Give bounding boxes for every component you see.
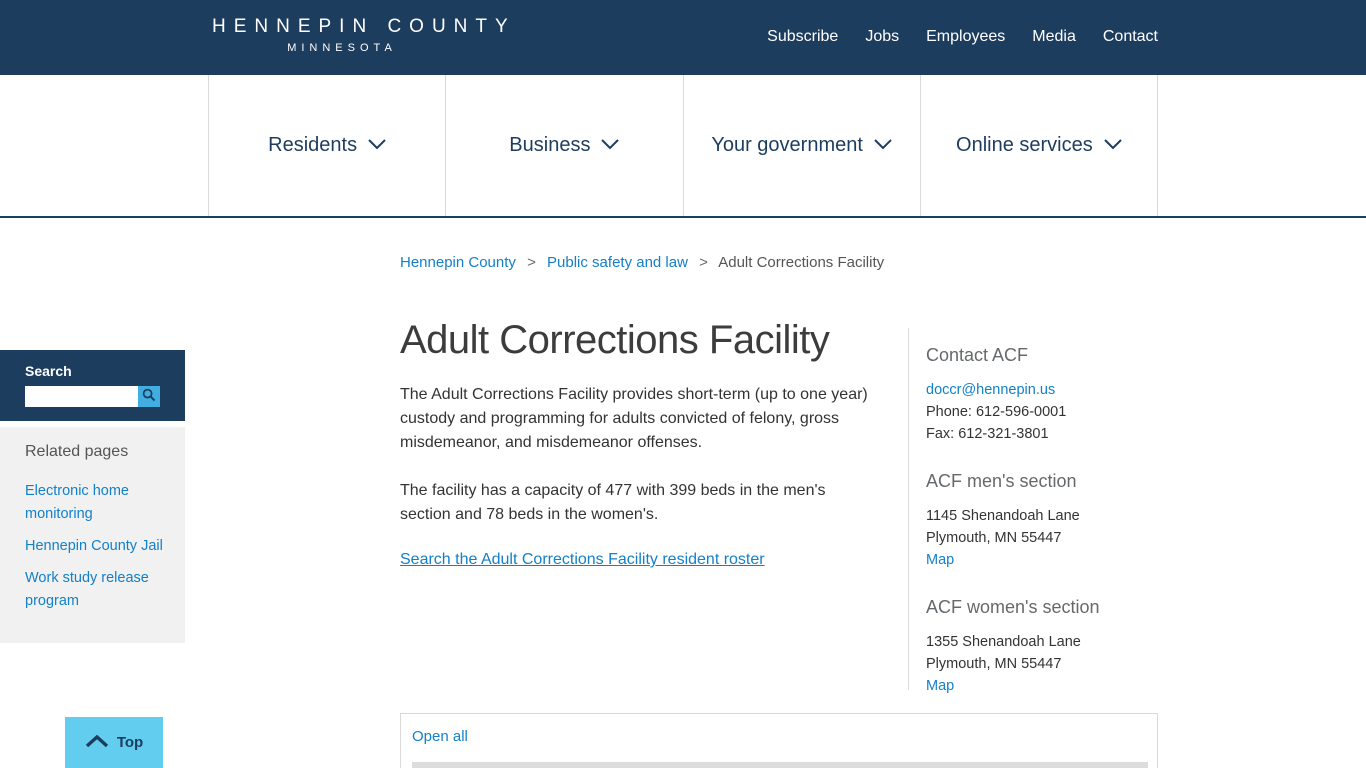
list-item — [25, 480, 163, 526]
resident-roster-link[interactable]: Search the Adult Corrections Facility resident roster — [400, 551, 765, 568]
related-pages-block — [0, 427, 185, 643]
back-to-top-button[interactable] — [65, 717, 163, 768]
accordion-box — [400, 713, 1158, 768]
chevron-down-icon — [601, 136, 619, 155]
search-icon — [142, 388, 156, 405]
contact-fax: Fax: 612-321-3801 — [926, 426, 1049, 442]
chevron-up-icon — [85, 735, 109, 751]
nav-item-label: Business — [509, 134, 591, 156]
related-link-electronic-home-monitoring[interactable]: Electronic home monitoring — [25, 483, 129, 522]
contact-phone: Phone: 612-596-0001 — [926, 404, 1067, 420]
acf-mens-section — [926, 471, 1166, 571]
chevron-down-icon — [874, 136, 892, 155]
page-title: Adult Corrections Facility — [400, 318, 830, 362]
site-logo[interactable] — [212, 16, 516, 54]
related-pages-title: Related pages — [25, 443, 129, 460]
accordion-header-bar[interactable] — [412, 762, 1148, 768]
related-pages-list — [25, 480, 163, 622]
main-nav — [0, 75, 1366, 218]
acf-mens-heading: ACF men's section — [926, 471, 1077, 491]
utility-link-jobs[interactable]: Jobs — [865, 28, 900, 45]
breadcrumb-current-page: Adult Corrections Facility — [718, 254, 885, 271]
acf-womens-address1: 1355 Shenandoah Lane — [926, 634, 1081, 650]
nav-item-business[interactable] — [445, 75, 682, 216]
contact-email-link[interactable]: doccr@hennepin.us — [926, 382, 1056, 398]
breadcrumb-separator: > — [527, 254, 536, 271]
search-input[interactable] — [25, 386, 138, 407]
acf-womens-map-link[interactable]: Map — [926, 678, 955, 694]
acf-mens-map-link[interactable]: Map — [926, 552, 955, 568]
nav-item-label: Online services — [956, 134, 1093, 156]
sidebar-search-block — [0, 350, 185, 421]
search-label: Search — [25, 363, 72, 379]
acf-mens-address1: 1145 Shenandoah Lane — [926, 508, 1080, 524]
site-header — [0, 0, 1366, 75]
related-link-work-study-release[interactable]: Work study release program — [25, 570, 149, 609]
nav-item-residents[interactable] — [208, 75, 445, 216]
utility-link-employees[interactable]: Employees — [926, 28, 1006, 45]
nav-item-your-government[interactable] — [683, 75, 920, 216]
nav-item-online-services[interactable] — [920, 75, 1158, 216]
acf-womens-address2: Plymouth, MN 55447 — [926, 656, 1062, 672]
utility-link-media[interactable]: Media — [1032, 28, 1076, 45]
list-item — [25, 567, 163, 613]
breadcrumb-separator: > — [699, 254, 708, 271]
utility-link-contact[interactable]: Contact — [1102, 28, 1158, 45]
logo-line-state: MINNESOTA — [287, 42, 397, 54]
top-button-label: Top — [116, 734, 144, 751]
acf-womens-heading: ACF women's section — [926, 597, 1100, 617]
open-all-link[interactable]: Open all — [412, 728, 468, 745]
nav-item-label: Residents — [268, 134, 358, 156]
chevron-down-icon — [368, 136, 386, 155]
breadcrumb-link-home[interactable]: Hennepin County — [400, 254, 516, 271]
acf-womens-section — [926, 597, 1166, 697]
utility-link-subscribe[interactable]: Subscribe — [767, 28, 839, 45]
column-divider — [908, 328, 909, 690]
related-link-hennepin-county-jail[interactable]: Hennepin County Jail — [25, 538, 163, 554]
contact-acf-heading: Contact ACF — [926, 345, 1029, 365]
search-row — [25, 386, 160, 407]
acf-mens-address2: Plymouth, MN 55447 — [926, 530, 1062, 546]
main-nav-row — [208, 75, 1158, 216]
utility-nav — [767, 28, 1158, 46]
capacity-paragraph: The facility has a capacity of 477 with 399 beds in the men's section and 78 beds in the women's. — [400, 482, 826, 523]
intro-paragraph: The Adult Corrections Facility provides short-term (up to one year) custody and programming for adults convicted of felony, gross misdemeanor, and misdemeanor offenses. — [400, 386, 868, 451]
nav-item-label: Your government — [711, 134, 863, 156]
list-item — [25, 535, 163, 558]
main-content — [400, 318, 878, 569]
breadcrumb-link-public-safety[interactable]: Public safety and law — [547, 254, 688, 271]
logo-line-county: HENNEPIN COUNTY — [212, 16, 516, 37]
contact-column — [926, 345, 1166, 697]
search-button[interactable] — [138, 386, 160, 407]
chevron-down-icon — [1104, 136, 1122, 155]
breadcrumb — [400, 254, 884, 271]
